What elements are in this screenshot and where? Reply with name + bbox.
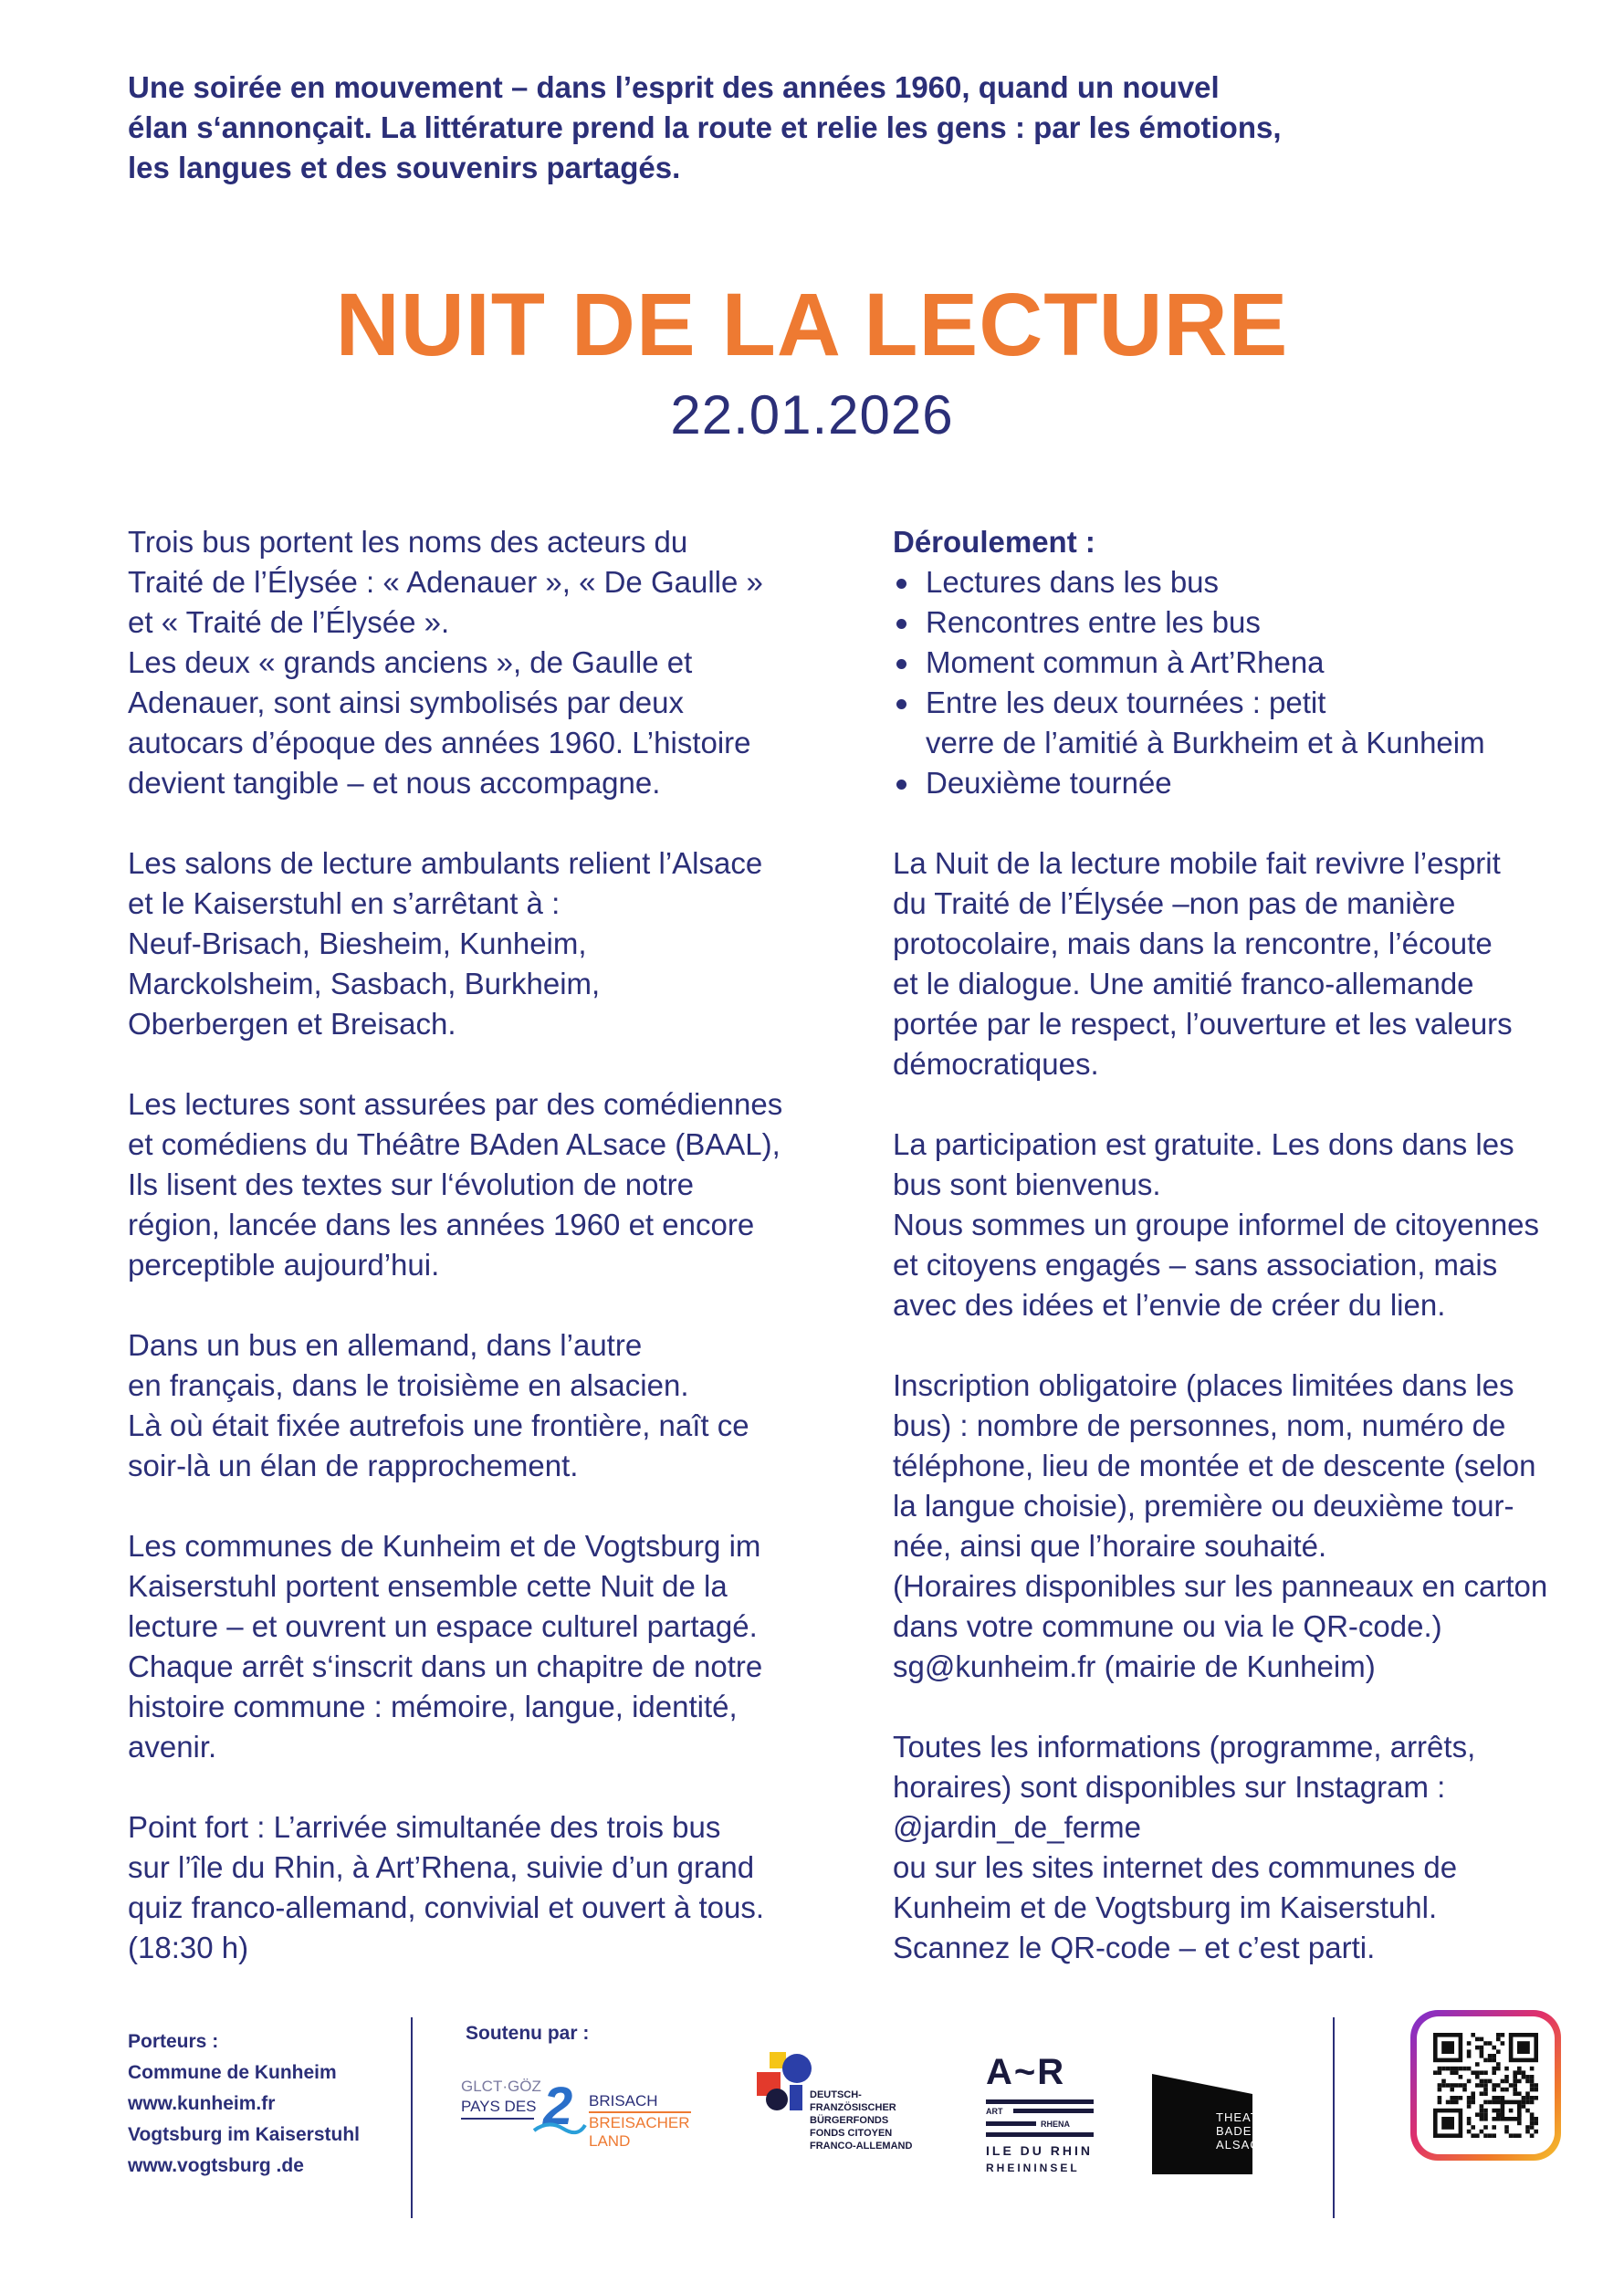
text-line: Inscription obligatoire (places limitées dans les xyxy=(893,1368,1514,1402)
fonds-citoyen-line: FRANZÖSISCHER xyxy=(810,2102,896,2113)
email-text: sg@kunheim.fr (mairie de Kunheim) xyxy=(893,1649,1376,1683)
paragraph-stops xyxy=(128,843,822,1044)
artrhena-mark: A~R xyxy=(986,2052,1066,2092)
list-item-text: Entre les deux tournées : petit xyxy=(926,686,1326,719)
list-item-text: verre de l’amitié à Burkheim et à Kunheim xyxy=(926,726,1485,759)
divider xyxy=(589,2111,691,2113)
text-line: Traité de l’Élysée : « Adenauer », « De Gaulle » xyxy=(128,565,763,599)
divider xyxy=(411,2017,413,2218)
text-line: avec des idées et l’envie de créer du lien. xyxy=(893,1288,1446,1322)
text-line: horaires) sont disponibles sur Instagram : xyxy=(893,1770,1446,1804)
artrhena-line: ILE DU RHIN xyxy=(986,2143,1093,2158)
theater-logo-line: ALSACE xyxy=(1216,2138,1269,2152)
paragraph-participation xyxy=(893,1125,1587,1325)
fonds-citoyen-line: BÜRGERFONDS xyxy=(810,2115,889,2126)
text-line: devient tangible – et nous accompagne. xyxy=(128,766,661,800)
paragraph-communes xyxy=(128,1526,822,1767)
fonds-citoyen-line: DEUTSCH- xyxy=(810,2089,862,2100)
artrhena-line: ART xyxy=(986,2107,1003,2116)
text-line: Trois bus portent les noms des acteurs du xyxy=(128,525,688,559)
qr-code[interactable] xyxy=(1410,2010,1561,2161)
program-list xyxy=(893,562,1587,803)
text-line: Les deux « grands anciens », de Gaulle et xyxy=(128,645,693,679)
porteur-line: Commune de Kunheim xyxy=(128,2062,337,2083)
text-line: Toutes les informations (programme, arrêts, xyxy=(893,1730,1476,1764)
page-title: NUIT DE LA LECTURE xyxy=(335,275,1289,374)
list-item xyxy=(893,602,1587,643)
porteur-line: www.kunheim.fr xyxy=(128,2093,276,2114)
porteurs-block xyxy=(128,2026,393,2182)
text-line: Neuf-Brisach, Biesheim, Kunheim, xyxy=(128,927,587,960)
list-item-text: Moment commun à Art’Rhena xyxy=(926,645,1325,679)
gect-logo-numeral: 2 xyxy=(543,2077,573,2136)
text-line: région, lancée dans les années 1960 et encore xyxy=(128,1208,755,1241)
text-line: bus sont bienvenus. xyxy=(893,1167,1161,1201)
intro-text xyxy=(128,68,1296,188)
text-line: La Nuit de la lecture mobile fait revivre l’esprit xyxy=(893,846,1501,880)
artrhena-line: RHENA xyxy=(1041,2120,1071,2129)
gect-logo xyxy=(461,2070,698,2198)
divider xyxy=(986,2099,1094,2104)
gect-logo-line: BREISACHER xyxy=(589,2114,690,2131)
text-line: Chaque arrêt s‘inscrit dans un chapitre de notre xyxy=(128,1649,763,1683)
text-line: autocars d’époque des années 1960. L’histoire xyxy=(128,726,751,759)
left-column xyxy=(128,522,822,2008)
text-line: histoire commune : mémoire, langue, identité, xyxy=(128,1690,738,1723)
text-line: perceptible aujourd’hui. xyxy=(128,1248,440,1282)
text-line: quiz franco-allemand, convivial et ouvert à tous. xyxy=(128,1890,765,1924)
text-line: et le Kaiserstuhl en s’arrêtant à : xyxy=(128,886,561,920)
paragraph-spirit xyxy=(893,843,1587,1084)
text-line: bus) : nombre de personnes, nom, numéro de xyxy=(893,1408,1506,1442)
soutenu-label: Soutenu par : xyxy=(466,2023,590,2044)
fonds-citoyen-logo xyxy=(753,2052,936,2189)
text-line: et le dialogue. Une amitié franco-allemande xyxy=(893,967,1474,1000)
text-line: Dans un bus en allemand, dans l’autre xyxy=(128,1328,643,1362)
text-line: Là où était fixée autrefois une frontière, naît ce xyxy=(128,1408,749,1442)
event-date: 22.01.2026 xyxy=(670,384,954,445)
intro-line: élan s‘annonçait. La littérature prend la route et relie les gens : par les émotions, xyxy=(128,110,1282,144)
text-line: Ils lisent des textes sur l‘évolution de notre xyxy=(128,1167,694,1201)
text-line: portée par le respect, l’ouverture et les valeurs xyxy=(893,1007,1513,1041)
qr-code-inner xyxy=(1417,2016,1555,2154)
text-line: protocolaire, mais dans la rencontre, l’écoute xyxy=(893,927,1493,960)
divider xyxy=(461,2118,534,2120)
porteur-line: www.vogtsburg .de xyxy=(128,2155,304,2176)
text-line: Scannez le QR-code – et c’est parti. xyxy=(893,1931,1376,1964)
text-line: Oberbergen et Breisach. xyxy=(128,1007,456,1041)
qr-code-icon xyxy=(1433,2033,1538,2138)
text-line: née, ainsi que l’horaire souhaité. xyxy=(893,1529,1327,1563)
gect-logo-line: LAND xyxy=(589,2132,631,2150)
text-line: Marckolsheim, Sasbach, Burkheim, xyxy=(128,967,601,1000)
text-line: dans votre commune ou via le QR-code.) xyxy=(893,1609,1442,1643)
paragraph-information xyxy=(893,1727,1587,1968)
text-line: Les communes de Kunheim et de Vogtsburg im xyxy=(128,1529,761,1563)
intro-line: les langues et des souvenirs partagés. xyxy=(128,151,681,184)
text-line: et comédiens du Théâtre BAden ALsace (BAAL), xyxy=(128,1127,781,1161)
text-line: ou sur les sites internet des communes de xyxy=(893,1850,1458,1884)
text-line: (18:30 h) xyxy=(128,1931,249,1964)
fonds-citoyen-line: FRANCO-ALLEMAND xyxy=(810,2141,913,2152)
text-line: La participation est gratuite. Les dons dans les xyxy=(893,1127,1514,1161)
porteurs-label: Porteurs : xyxy=(128,2031,219,2052)
artrhena-logo xyxy=(986,2052,1105,2198)
text-line: Point fort : L’arrivée simultanée des trois bus xyxy=(128,1810,721,1844)
text-line: sur l’île du Rhin, à Art’Rhena, suivie d’un grand xyxy=(128,1850,755,1884)
right-column xyxy=(893,522,1587,2008)
text-line: en français, dans le troisième en alsacien. xyxy=(128,1368,689,1402)
list-item xyxy=(893,643,1587,683)
text-line: Nous sommes un groupe informel de citoyennes xyxy=(893,1208,1540,1241)
list-item xyxy=(893,562,1587,602)
paragraph-registration xyxy=(893,1366,1587,1687)
fonds-citoyen-text xyxy=(810,2089,912,2152)
text-line: et citoyens engagés – sans association, mais xyxy=(893,1248,1498,1282)
theater-logo-line: THEATER xyxy=(1216,2110,1277,2124)
gect-logo-line: GLCT·GÖZ xyxy=(461,2078,541,2095)
paragraph-highlight xyxy=(128,1807,822,1968)
text-line: Les salons de lecture ambulants relient l’Alsace xyxy=(128,846,763,880)
paragraph-languages xyxy=(128,1325,822,1486)
text-line: démocratiques. xyxy=(893,1047,1099,1081)
instagram-handle: @jardin_de_ferme xyxy=(893,1810,1141,1844)
text-line: et « Traité de l’Élysée ». xyxy=(128,605,450,639)
porteur-line: Vogtsburg im Kaiserstuhl xyxy=(128,2124,360,2145)
fonds-citoyen-line: FONDS CITOYEN xyxy=(810,2128,893,2139)
fonds-citoyen-icon xyxy=(753,2052,817,2125)
text-line: téléphone, lieu de montée et de descente (selon xyxy=(893,1449,1536,1482)
text-line: la langue choisie), première ou deuxième tour- xyxy=(893,1489,1514,1523)
gect-logo-line: BRISACH xyxy=(589,2092,658,2110)
text-line: Les lectures sont assurées par des comédiennes xyxy=(128,1087,783,1121)
theater-logo-text xyxy=(1216,2110,1277,2152)
list-item-text: Rencontres entre les bus xyxy=(926,605,1261,639)
list-item-text: Deuxième tournée xyxy=(926,766,1172,800)
text-line: Kunheim et de Vogtsburg im Kaiserstuhl. xyxy=(893,1890,1438,1924)
list-item-text: Lectures dans les bus xyxy=(926,565,1220,599)
theater-baden-alsace-logo xyxy=(1152,2074,1277,2174)
wave-icon xyxy=(532,2103,587,2140)
footer xyxy=(0,1999,1624,2236)
text-line: soir-là un élan de rapprochement. xyxy=(128,1449,579,1482)
list-item xyxy=(893,763,1587,803)
text-line: avenir. xyxy=(128,1730,217,1764)
text-line: (Horaires disponibles sur les panneaux en carton xyxy=(893,1569,1548,1603)
program-heading: Déroulement : xyxy=(893,525,1095,559)
theater-logo-line: BADEN xyxy=(1216,2124,1262,2138)
text-line: Kaiserstuhl portent ensemble cette Nuit de la xyxy=(128,1569,728,1603)
text-line: lecture – et ouvrent un espace culturel partagé. xyxy=(128,1609,758,1643)
artrhena-line: RHEININSEL xyxy=(986,2162,1080,2174)
divider xyxy=(986,2132,1094,2137)
gect-logo-line: PAYS DES xyxy=(461,2098,537,2115)
paragraph-readers xyxy=(128,1084,822,1285)
divider xyxy=(986,2121,1036,2126)
intro-line: Une soirée en mouvement – dans l’esprit des années 1960, quand un nouvel xyxy=(128,70,1220,104)
text-line: Adenauer, sont ainsi symbolisés par deux xyxy=(128,686,685,719)
text-line: du Traité de l’Élysée –non pas de manière xyxy=(893,886,1456,920)
divider xyxy=(1333,2017,1335,2218)
list-item xyxy=(893,683,1587,763)
paragraph-buses xyxy=(128,522,822,803)
divider xyxy=(1013,2109,1094,2113)
